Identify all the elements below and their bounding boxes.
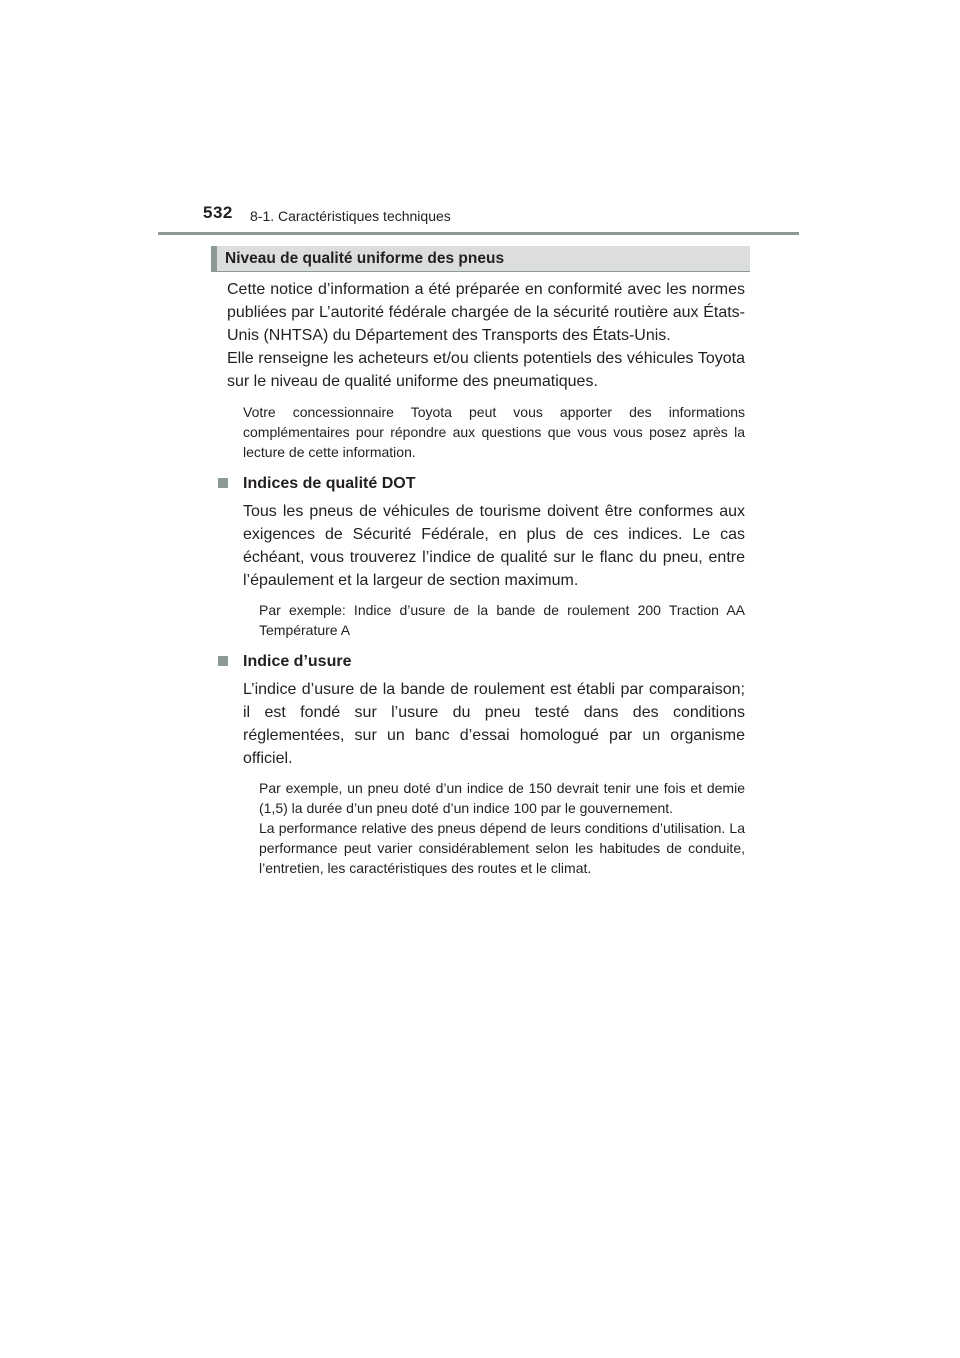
title-accent [211, 246, 217, 271]
section-title-bar [211, 246, 750, 272]
intro-paragraph-1: Cette notice d’information a été préparée en conformité avec les normes publiées par L’autorité fédérale chargée de la sécurité routière aux États-Unis (NHTSA) du Département des Transports des États-Unis. [227, 281, 745, 344]
heading-dot-indices [227, 472, 745, 495]
wear-paragraph: L’indice d’usure de la bande de roulement est établi par comparaison; il est fondé sur l’usure du pneu testé dans des conditions réglementées, sur un banc d’essai homologué par un organisme officiel. [243, 681, 745, 767]
dot-paragraph: Tous les pneus de véhicules de tourisme doivent être conformes aux exigences de Sécurité Fédérale, en plus de ces indices. Le cas échéant, vous trouverez l’indice de qualité sur le flanc du pneu, entre l’épaulement et la largeur de section maximum. [243, 503, 745, 589]
wear-note-2: La performance relative des pneus dépend de leurs conditions d’utilisation. La performance peut varier considérablement selon les habitudes de conduite, l’entretien, les caractéristiques des routes et le climat. [259, 820, 745, 876]
section-label: 8-1. Caractéristiques techniques [250, 208, 451, 224]
page-number: 532 [203, 203, 233, 222]
heading-wear-text: Indice d’usure [243, 653, 352, 670]
wear-note-1: Par exemple, un pneu doté d’un indice de 150 devrait tenir une fois et demie (1,5) la durée d’un pneu doté d’un indice 100 par le gouvernement. [259, 780, 745, 816]
page-body [227, 278, 745, 878]
dot-note: Par exemple: Indice d’usure de la bande de roulement 200 Traction AA Température A [259, 602, 745, 638]
bullet-square-icon [218, 478, 228, 488]
intro-paragraph-2: Elle renseigne les acheteurs et/ou clients potentiels des véhicules Toyota sur le niveau de qualité uniforme des pneumatiques. [227, 350, 745, 390]
heading-wear-index [227, 650, 745, 673]
heading-dot-text: Indices de qualité DOT [243, 475, 416, 492]
header-rule [158, 232, 799, 235]
intro-note: Votre concessionnaire Toyota peut vous apporter des informations complémentaires pour répondre aux questions que vous vous posez après la lecture de cette information. [243, 404, 745, 460]
bullet-square-icon [218, 656, 228, 666]
section-title: Niveau de qualité uniforme des pneus [225, 250, 505, 267]
